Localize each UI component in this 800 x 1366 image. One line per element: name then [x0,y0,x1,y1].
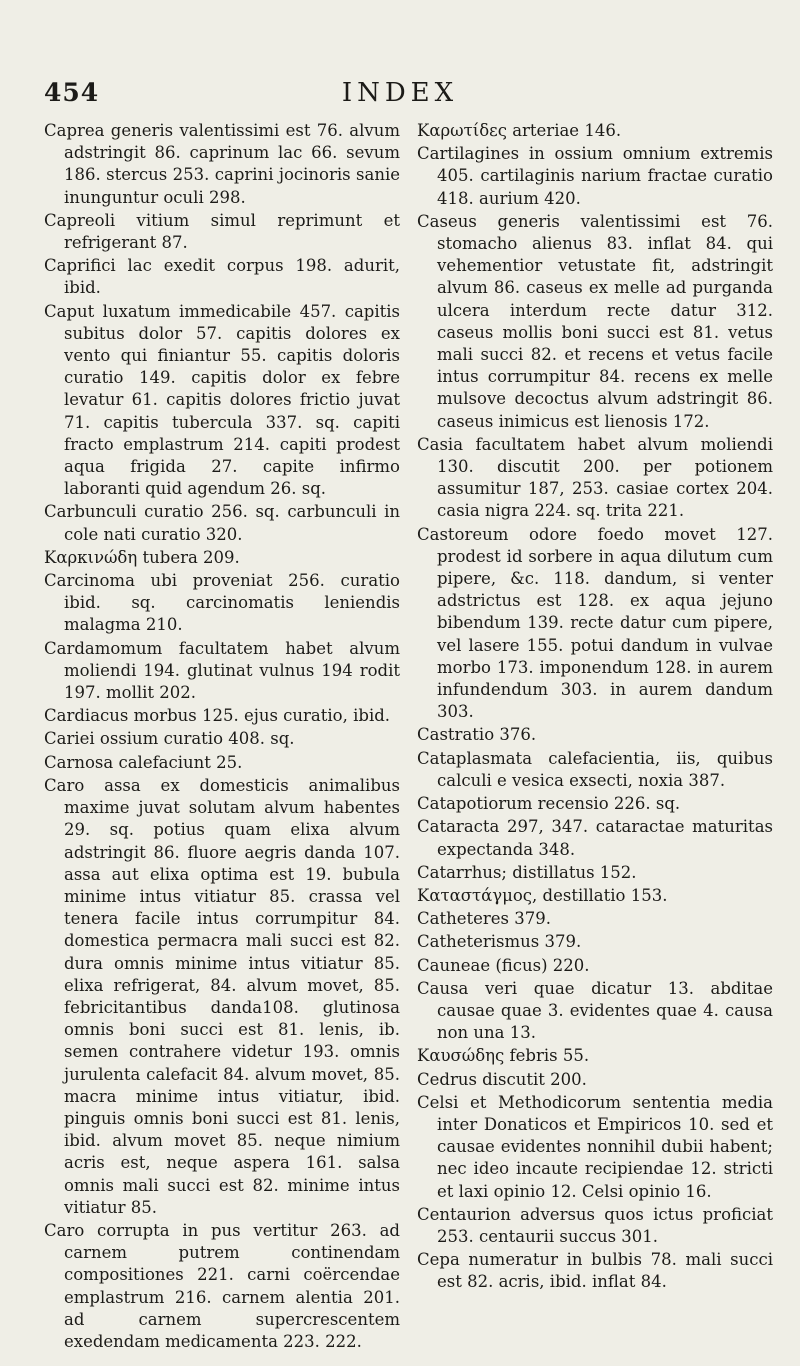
index-entry-kausodes: Καυσώδης febris 55. [417,1046,590,1066]
index-entry-caprea: Caprea generis valentissimi est 76. alvum adstringit 86. caprinum lac 66. sevum 186. stercus 253. caprini jocinoris sanie inunguntur oculi 298. [44,121,400,207]
index-entry-karotides: Καρωτίδες arteriae 146. [417,121,622,140]
index-entry-katastagmos: Καταστάγμος, destillatio 153. [417,885,668,905]
running-head-title: INDEX [341,78,459,108]
index-entry-castoreum: Castoreum odore foedo movet 127. prodest id sorbere in aqua dilutum cum pipere, &c. 118. dandum, si venter adstrictus est 128. ex aqua jejuno bibendum 139. recte datur cum pipere, vel lasere 155. potui dandum in vulvae morbo 173. imponendum 128. in aurem infundendum 303. in aurem dandum 303. [417,524,773,722]
index-entry-carcinoma: Carcinoma ubi proveniat 256. curatio ibid. sq. carcinomatis leniendis malagma 210. [44,571,400,635]
index-entry-caprifici: Caprifici lac exedit corpus 198. adurit, ibid. [44,256,400,298]
index-entry-cartilagines: Cartilagines in ossium omnium extremis 405. cartilaginis narium fractae curatio 418. aurium 420. [417,144,773,208]
left-column [44,120,400,1351]
index-entry-cardiacus: Cardiacus morbus 125. ejus curatio, ibid. [44,706,391,726]
index-entry-cardamomum: Cardamomum facultatem habet alvum moliendi 194. glutinat vulnus 194 rodit 197. mollit 202. [44,638,400,703]
index-entry-caro-corrupta: Caro corrupta in pus vertitur 263. ad carnem putrem continendam compositiones 221. carni coërcendae emplastrum 216. carnem alentia 201. ad carnem supercrescentem exedendam medicamenta 223. 222. [44,1220,400,1351]
index-entry-caseus: Caseus generis valentissimi est 76. stomacho alienus 83. inflat 84. qui vehementior vetustate fit, adstringit alvum 86. caseus ex melle ad purganda ulcera interdum recte datur 312. caseus mollis boni succi est 81. vetus mali succi 82. et recens et vetus facile intus corrumpitur 84. recens ex melle mulsove decoctus alvum adstringit 86. caseus inimicus est lienosis 172. [417,211,773,431]
index-entry-catheteres: Catheteres 379. [417,909,551,929]
page-header [0,78,800,108]
index-entry-centaurion: Centaurion adversus quos ictus proficiat 253. centaurii succus 301. [417,1204,773,1246]
index-entry-carnosa: Carnosa calefaciunt 25. [44,752,243,772]
page-number: 454 [44,78,100,107]
index-entry-capreoli: Capreoli vitium simul reprimunt et refrigerant 87. [44,210,400,253]
index-entry-carbunculi: Carbunculi curatio 256. sq. carbunculi in cole nati curatio 320. [44,502,400,544]
index-entry-cedrus: Cedrus discutit 200. [417,1069,587,1089]
right-column [417,120,773,1340]
index-entry-cataracta: Cataracta 297, 347. cataractae maturitas expectanda 348. [417,817,773,859]
index-entry-castratio: Castratio 376. [417,725,537,745]
index-entry-karkinode: Καρκινώδη tubera 209. [44,547,240,567]
index-entry-caro-assa: Caro assa ex domesticis animalibus maxime juvat solutam alvum habentes 29. sq. potius quam elixa alvum adstringit 86. fluore aegris danda 107. assa aut elixa optima est 19. bubula minime intus vitiatur 85. crassa vel tenera facile intus corrumpitur 84. domestica permacra mali succi est 82. dura omnis minime intus vitiatur 85. elixa refrigerat, 84. alvum movet, 85. febricitantibus danda108. glutinosa omnis boni succi est 81. lenis, ib. semen contrahere videtur 193. omnis jurulenta calefacit 84. alvum movet, 85. macra minime intus vitiatur, ibid. pinguis omnis boni succi est 81. lenis, ibid. alvum movet 85. neque nimium acris est, neque aspera 161. salsa omnis mali succi est 82. minime intus vitiatur 85. [44,775,400,1217]
index-entry-catarrhus: Catarrhus; distillatus 152. [417,862,637,882]
index-entry-cauneae: Cauneae (ficus) 220. [417,955,590,975]
index-entry-caput: Caput luxatum immedicabile 457. capitis subitus dolor 57. capitis dolores ex vento qui finiantur 55. capitis doloris curatio 149. capitis dolor ex febre levatur 61. capitis dolores frictio juvat 71. capitis tubercula 337. sq. capiti fracto emplastrum 214. capiti prodest aqua frigida 27. capite infirmo laboranti quid agendum 26. sq. [44,301,400,499]
index-entry-cariei: Cariei ossium curatio 408. sq. [44,729,295,749]
index-entry-cataplasmata: Cataplasmata calefacientia, iis, quibus calculi e vesica exsecti, noxia 387. [417,748,773,790]
index-entry-cepa: Cepa numeratur in bulbis 78. mali succi est 82. acris, ibid. inflat 84. [417,1250,773,1292]
index-entry-causa: Causa veri quae dicatur 13. abditae causae quae 3. evidentes quae 4. causa non una 13. [417,978,773,1043]
index-entry-casia: Casia facultatem habet alvum moliendi 130. discutit 200. per potionem assumitur 187, 253. casiae cortex 204. casia nigra 224. sq. trita 221. [417,434,773,521]
index-entry-catapotiorum: Catapotiorum recensio 226. sq. [417,794,681,814]
index-entry-catheterismus: Catheterismus 379. [417,932,582,952]
index-entry-celsi: Celsi et Methodicorum sententia media inter Donaticos et Empiricos 10. sed et causae evidentes nonnihil dubii habent; nec ideo incaute recipiendae 12. stricti et laxi opinio 12. Celsi opinio 16. [417,1092,773,1201]
